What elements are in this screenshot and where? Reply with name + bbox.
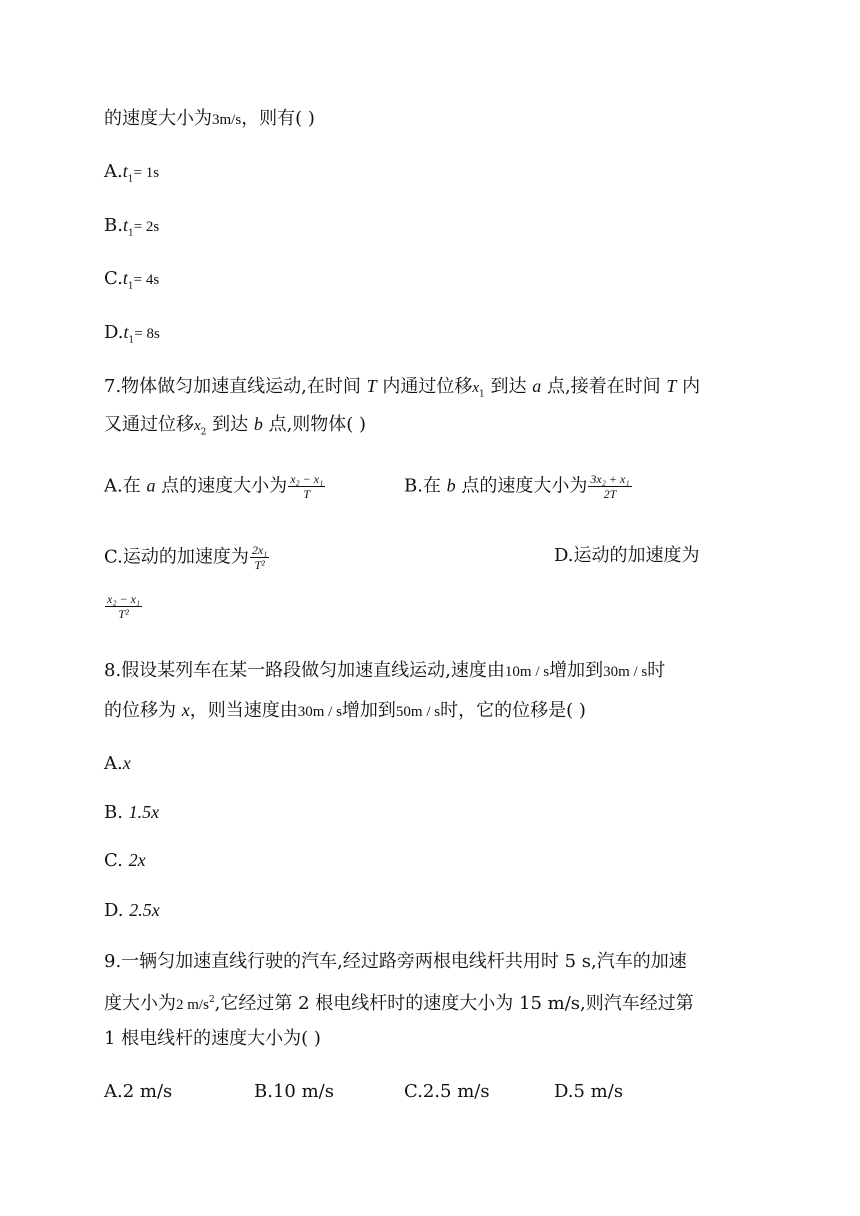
q6-option-a[interactable]: $A.t_1= 1s$ — [104, 161, 160, 185]
q7-option-c-fraction: $\frac{\text{2x₁}}{\text{T²}}$ — [251, 543, 268, 572]
q8-stem-line1: 8.假设某列车在某一路段做匀加速直线运动,速度由10m / s增加到30m / s时 — [104, 660, 666, 681]
q8-stem-line2: 的位移为 x，则当速度由30m / s增加到50m / s时，它的位移是( ) — [104, 700, 586, 721]
q6-speed: 3m/s — [212, 112, 242, 128]
q6-option-b[interactable]: $B.t_1= 2s$ — [104, 215, 160, 239]
q7-option-d-fraction: $\frac{\text{x₂ − x₁}}{\text{T²}}$ — [107, 592, 141, 621]
q7-option-a[interactable]: A.在 a 点的速度大小为 $\frac{\text{x₂ − x₁}}{T}$ — [104, 472, 324, 501]
q7-option-c[interactable]: C.运动的加速度为 $\frac{\text{2x₁}}{\text{T²}}$ — [104, 543, 268, 572]
q9-stem-line1: 9.一辆匀加速直线行驶的汽车,经过路旁两根电线杆共用时 5 s,汽车的加速 — [104, 951, 687, 972]
q6-stem-tail: 的速度大小为3m/s，则有( ) — [104, 108, 315, 129]
q7-option-d[interactable]: D.运动的加速度为 — [554, 545, 700, 566]
q9-option-c[interactable]: C.2.5 m/s — [404, 1081, 490, 1102]
q7-stem-line1: 7.物体做匀加速直线运动,在时间 T 内通过位移$x_1$ 到达 a 点,接着在时间 T 内 — [104, 376, 701, 400]
q8-option-b[interactable]: B. 1.5x — [104, 802, 160, 823]
q8-option-d[interactable]: D. 2.5x — [104, 900, 160, 921]
q7-option-b-fraction: $\frac{\text{3x₂ + x₁}}{2T}$ — [590, 472, 630, 501]
q9-option-d[interactable]: D.5 m/s — [554, 1081, 624, 1102]
q8-option-c[interactable]: C. 2x — [104, 850, 146, 871]
q8-option-a[interactable]: A.x — [104, 753, 131, 774]
q6-option-d[interactable]: $D.t_1= 8s$ — [104, 322, 160, 346]
q7-option-a-fraction: $\frac{\text{x₂ − x₁}}{T}$ — [290, 472, 324, 501]
q9-stem-line2: 度大小为2 $m/s^2$,它经过第 2 根电线杆时的速度大小为 15 m/s,则汽车经过第 — [104, 993, 694, 1014]
q7-stem-line2: 又通过位移$x_2$ 到达 b 点,则物体( ) — [104, 414, 367, 438]
q7-option-d-fraction-line — [104, 592, 143, 621]
q7-option-b[interactable]: B.在 b 点的速度大小为 $\frac{\text{3x₂ + x₁}}{2T}$ — [404, 472, 630, 501]
q9-option-a[interactable]: A.2 m/s — [104, 1081, 173, 1102]
q9-option-b[interactable]: B.10 m/s — [254, 1081, 334, 1102]
q9-stem-line3: 1 根电线杆的速度大小为( ) — [104, 1028, 321, 1049]
q9-accel: 2 m/s — [176, 997, 209, 1013]
q6-option-c[interactable]: $C.t_1= 4s$ — [104, 268, 160, 292]
